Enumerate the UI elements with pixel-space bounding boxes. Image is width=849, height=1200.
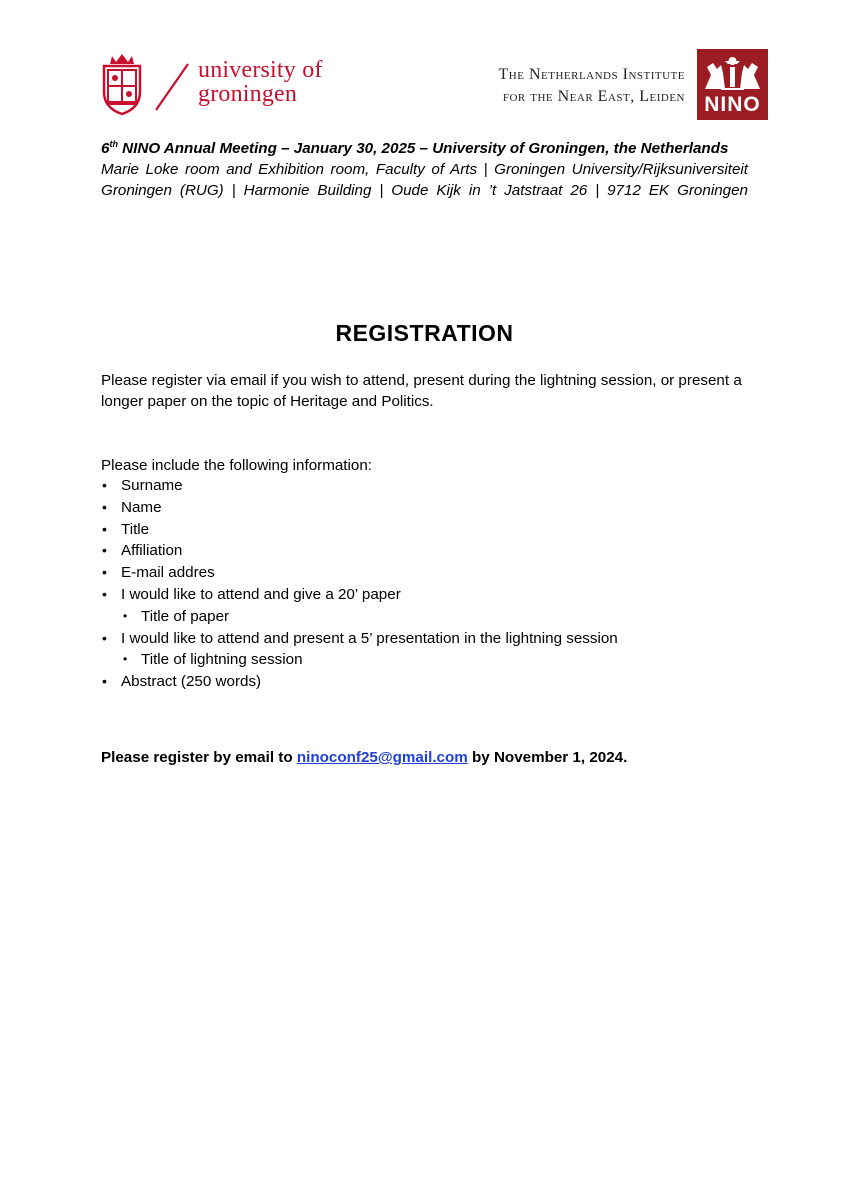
list-item: • Surname <box>101 475 618 497</box>
meeting-venue-line1: Marie Loke room and Exhibition room, Faculty of Arts | Groningen University/Rijksuniversiteit <box>101 161 748 178</box>
rug-crest-icon <box>100 52 144 116</box>
rug-slash-icon <box>152 62 192 112</box>
email-link[interactable]: ninoconf25@gmail.com <box>296 749 468 766</box>
list-item: • Affiliation <box>101 540 618 562</box>
nino-name-line2: for the Near East, Leiden <box>502 88 685 105</box>
meeting-venue-line2: Groningen (RUG) | Harmonie Building | Oude Kijk in ’t Jatstraat 26 | 9712 EK Groningen <box>101 182 748 199</box>
list-item: • Title <box>101 519 618 541</box>
include-info-label: Please include the following information: <box>101 457 373 474</box>
sub-list-item: • Title of lightning session <box>101 649 618 671</box>
list-item: • Abstract (250 words) <box>101 671 618 693</box>
rug-wordmark <box>198 58 323 106</box>
nino-name-line1: The Netherlands Institute <box>498 66 685 83</box>
nino-institute-name <box>499 64 685 108</box>
list-item: • I would like to attend and give a 20’ paper <box>101 584 618 606</box>
nino-wordmark: NINO <box>704 93 761 116</box>
rug-wordmark-line2: groningen <box>198 81 298 107</box>
required-info-list <box>101 475 618 693</box>
registration-deadline <box>101 747 627 768</box>
list-item: • E-mail addres <box>101 562 618 584</box>
deadline-suffix: by November 1, 2024. <box>467 749 628 766</box>
meeting-ordinal: 6 <box>101 140 110 157</box>
nino-logo <box>697 49 768 120</box>
meeting-info <box>101 138 748 201</box>
meeting-title-rest: NINO Annual Meeting – January 30, 2025 – University of Groningen, the Netherlands <box>117 140 729 157</box>
list-item: • Name <box>101 497 618 519</box>
sub-list-item: • Title of paper <box>101 606 618 628</box>
intro-paragraph: Please register via email if you wish to attend, present during the lightning session, or present a longer paper on the topic of Heritage and Politics. <box>101 372 742 410</box>
meeting-ordinal-suffix: th <box>109 138 118 149</box>
meeting-title-line <box>101 138 748 159</box>
winged-lions-emblem-icon <box>701 53 764 93</box>
page-title: REGISTRATION <box>335 320 514 346</box>
deadline-prefix: Please register by email to <box>101 749 297 766</box>
university-of-groningen-logo <box>100 52 340 116</box>
rug-wordmark-line1: university of <box>198 57 323 83</box>
list-item: • I would like to attend and present a 5’ presentation in the lightning session <box>101 628 618 650</box>
